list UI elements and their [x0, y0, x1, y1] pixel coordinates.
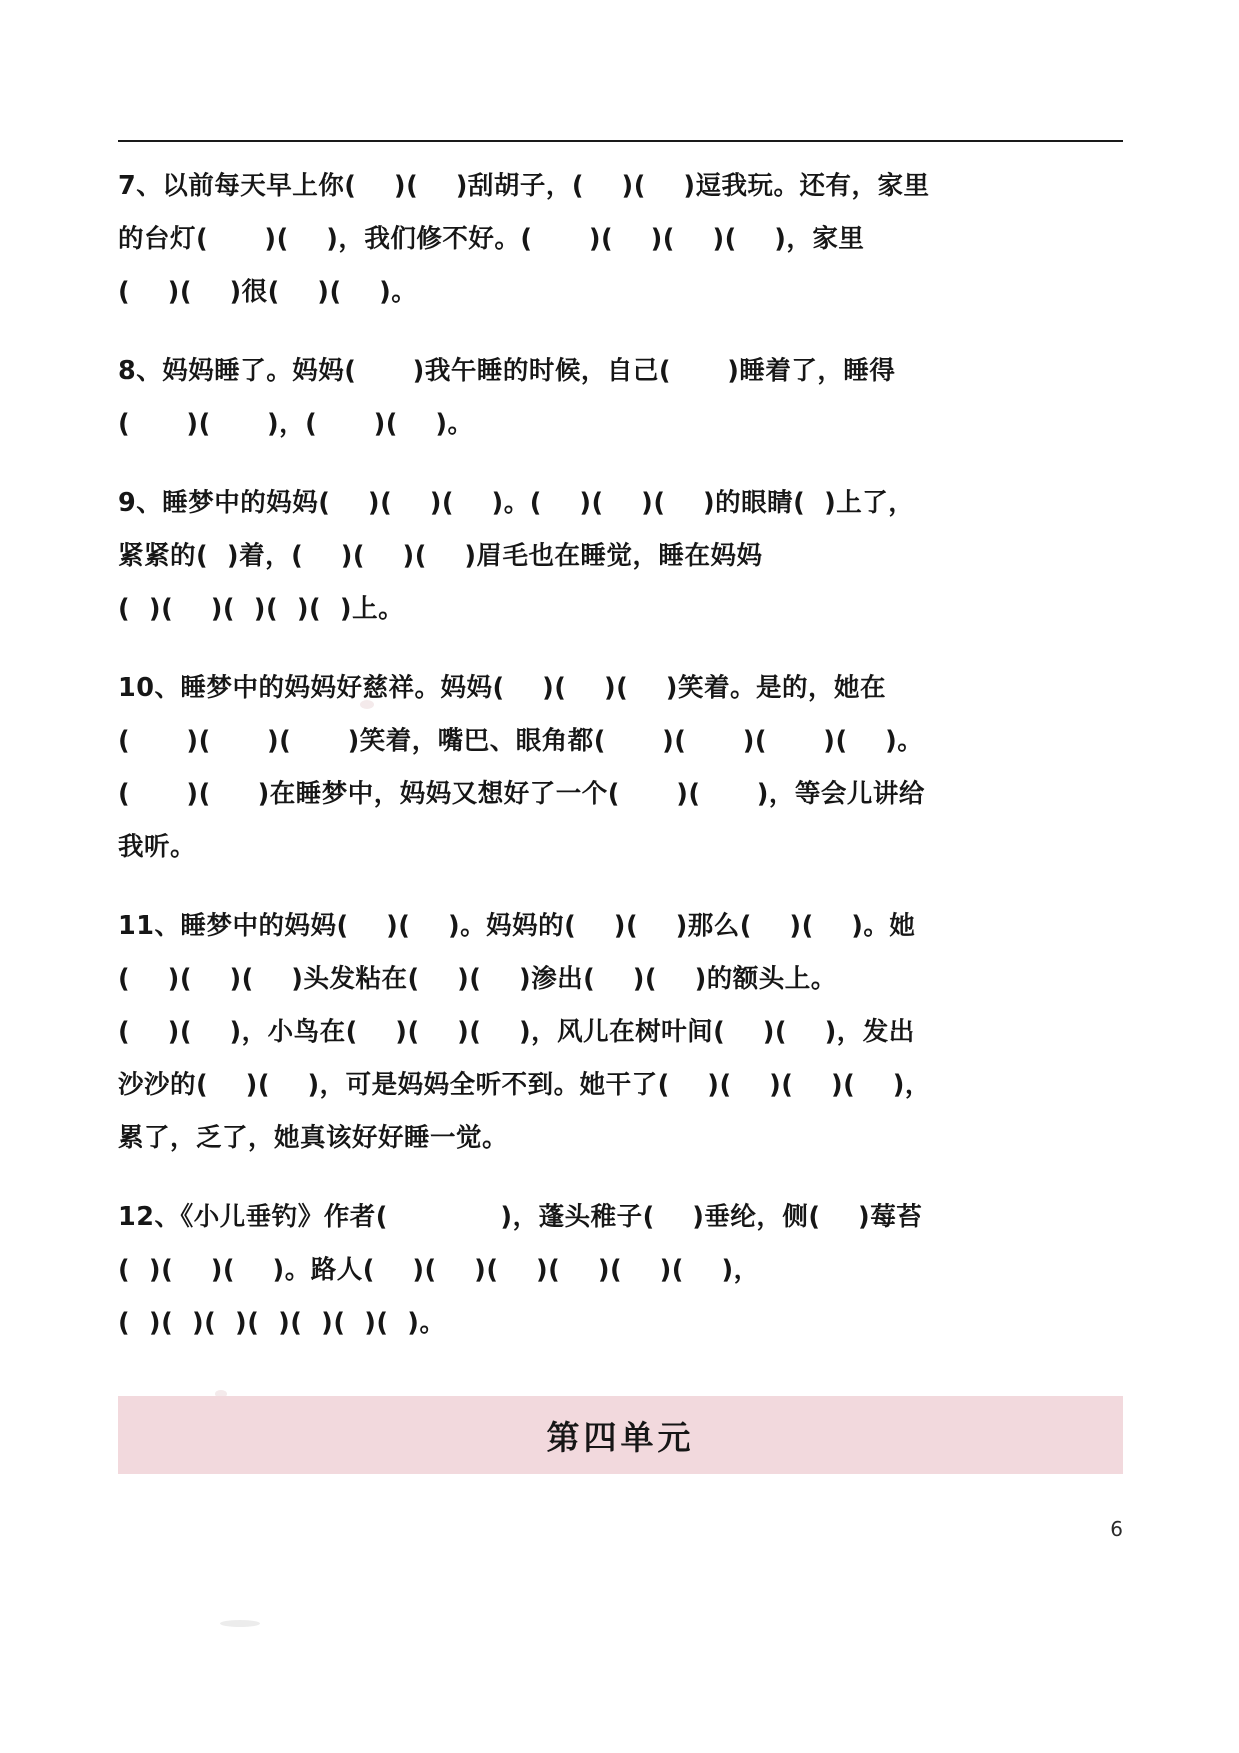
question-item-9 — [118, 477, 1123, 636]
unit-heading-text: 第四单元 — [546, 1417, 695, 1457]
question-line: 10、睡梦中的妈妈好慈祥。妈妈( )( )( )笑着。是的，她在 — [118, 673, 886, 703]
question-line: 沙沙的( )( )，可是妈妈全听不到。她干了( )( )( )( )， — [118, 1070, 931, 1100]
question-line: ( )( )( )笑着，嘴巴、眼角都( )( )( )( )。 — [118, 726, 924, 756]
question-line: ( )( )，( )( )。 — [118, 409, 474, 439]
question-item-10 — [118, 662, 1123, 874]
unit-heading-banner — [118, 1396, 1123, 1474]
question-line: 紧紧的( )着，( )( )( )眉毛也在睡觉，睡在妈妈 — [118, 541, 763, 571]
question-item-11 — [118, 900, 1123, 1165]
page-number: 6 — [1110, 1517, 1123, 1541]
question-line: 累了，乏了，她真该好好睡一觉。 — [118, 1123, 509, 1153]
question-item-8 — [118, 345, 1123, 451]
question-line: ( )( )( )( )( )上。 — [118, 594, 405, 624]
question-line: 的台灯( )( )，我们修不好。( )( )( )( )，家里 — [118, 224, 865, 254]
question-line: 12、《小儿垂钓》作者( )，蓬头稚子( )垂纶，侧( )莓苔 — [118, 1202, 923, 1232]
question-line: ( )( )在睡梦中，妈妈又想好了一个( )( )，等会儿讲给 — [118, 779, 925, 809]
question-line: ( )( )( )头发粘在( )( )渗出( )( )的额头上。 — [118, 964, 837, 994]
document-body — [118, 140, 1123, 1474]
question-item-12 — [118, 1191, 1123, 1350]
question-line: ( )( )( )( )( )( )( )。 — [118, 1308, 446, 1338]
header-divider-rule — [118, 140, 1123, 142]
question-line: 8、妈妈睡了。妈妈( )我午睡的时候，自己( )睡着了，睡得 — [118, 356, 896, 386]
question-line: 9、睡梦中的妈妈( )( )( )。( )( )( )的眼睛( )上了， — [118, 488, 915, 518]
question-line: ( )( )( )。路人( )( )( )( )( )( )， — [118, 1255, 760, 1285]
paper-smudge — [220, 1620, 260, 1627]
question-line: 11、睡梦中的妈妈( )( )。妈妈的( )( )那么( )( )。她 — [118, 911, 916, 941]
question-line: ( )( )很( )( )。 — [118, 277, 418, 307]
question-item-7 — [118, 160, 1123, 319]
question-line: 7、以前每天早上你( )( )刮胡子，( )( )逗我玩。还有，家里 — [118, 171, 930, 201]
question-line: ( )( )，小鸟在( )( )( )，风儿在树叶间( )( )，发出 — [118, 1017, 915, 1047]
question-line: 我听。 — [118, 832, 197, 862]
